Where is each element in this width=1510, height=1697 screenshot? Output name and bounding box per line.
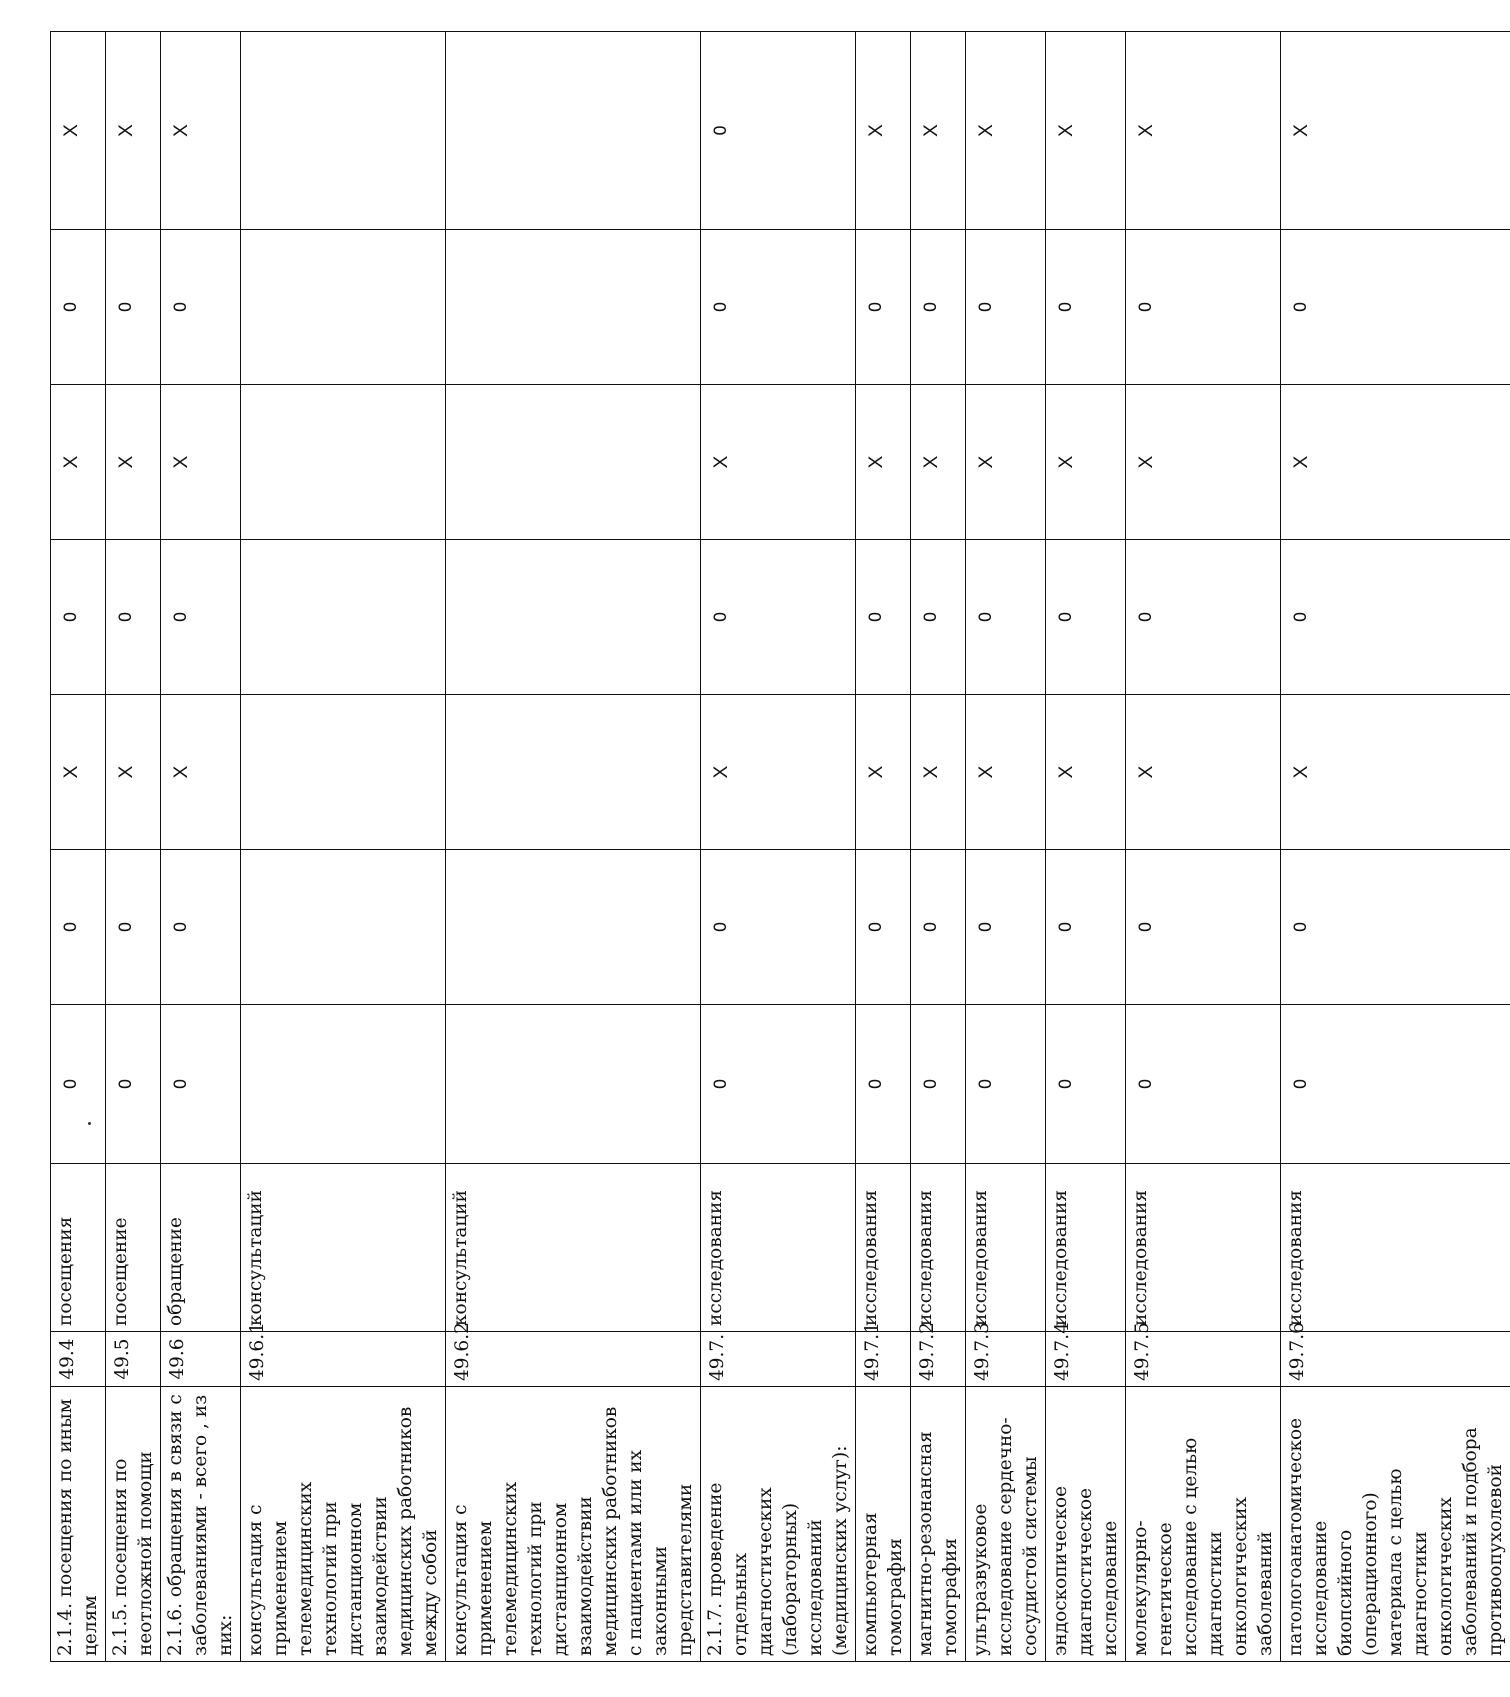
row-value-cell: X [1046,32,1126,230]
row-value-cell: X [1046,385,1126,540]
row-value-cell: 0 [911,540,966,695]
row-value-cell: 0 [106,230,161,385]
row-value-cell: X [1126,385,1281,540]
row-unit-cell: исследования [701,1164,856,1332]
table-row [911,32,966,1662]
scan-speck [88,1122,91,1125]
row-value-cell: 0 [1126,850,1281,1005]
row-value-cell: X [1281,32,1510,230]
row-value-cell: 0 [701,850,856,1005]
row-unit-cell: исследования [856,1164,911,1332]
row-value-cell: 0 [51,1005,106,1164]
row-unit-cell: исследования [966,1164,1046,1332]
table-row [856,32,911,1662]
row-name-cell: 2.1.4. посещения по иным целям [51,1387,106,1662]
row-value-cell: X [966,385,1046,540]
table-row [241,32,446,1662]
row-value-cell: 0 [51,230,106,385]
row-unit-cell: консультаций [241,1164,446,1332]
row-code-cell: 49.7.1 [856,1332,911,1387]
row-value-cell: 0 [701,230,856,385]
row-value-cell: X [51,695,106,850]
row-value-cell: X [966,32,1046,230]
row-value-cell: 0 [1046,540,1126,695]
row-value-cell: X [1126,695,1281,850]
row-value-cell [241,1005,446,1164]
row-value-cell: 0 [1046,850,1126,1005]
row-value-cell: 0 [161,230,241,385]
row-value-cell: 0 [701,32,856,230]
row-code-cell: 49.5 [106,1332,161,1387]
row-value-cell: X [1046,695,1126,850]
row-value-cell: 0 [161,540,241,695]
row-name-cell: магнитно-резонансная томография [911,1387,966,1662]
table-row [701,32,856,1662]
table-row [161,32,241,1662]
row-unit-cell: исследования [911,1164,966,1332]
row-value-cell: 0 [1281,850,1510,1005]
row-value-cell: X [161,32,241,230]
table-row [446,32,701,1662]
row-value-cell: 0 [161,850,241,1005]
row-code-cell: 49.4 [51,1332,106,1387]
row-value-cell: X [51,385,106,540]
row-value-cell [446,695,701,850]
row-value-cell: X [856,695,911,850]
row-value-cell: X [856,385,911,540]
row-code-cell: 49.7.6 [1281,1332,1510,1387]
row-value-cell: X [1281,385,1510,540]
row-value-cell: 0 [966,540,1046,695]
table-row [966,32,1046,1662]
row-value-cell [241,540,446,695]
row-code-cell: 49.7. [701,1332,856,1387]
row-value-cell [446,850,701,1005]
row-unit-cell: посещения [51,1164,106,1332]
row-value-cell: 0 [966,230,1046,385]
row-name-cell: патологоанатомическое исследование биопсийного (операционного) материала с целью диагностики онкологических заболеваний и подбора противоопухолевой [1281,1387,1510,1662]
row-value-cell: X [911,32,966,230]
row-value-cell: 0 [1046,1005,1126,1164]
row-value-cell: X [701,695,856,850]
row-value-cell: X [51,32,106,230]
row-value-cell [241,32,446,230]
row-value-cell: X [161,695,241,850]
row-value-cell: 0 [106,850,161,1005]
row-value-cell: X [701,385,856,540]
row-value-cell: 0 [856,540,911,695]
row-value-cell: 0 [1126,230,1281,385]
rotated-table-container [50,32,1506,1662]
row-value-cell: X [106,32,161,230]
row-value-cell: 0 [701,540,856,695]
row-unit-cell: исследования [1281,1164,1510,1332]
row-value-cell [241,850,446,1005]
row-value-cell: 0 [1046,230,1126,385]
row-value-cell: X [856,32,911,230]
row-value-cell: 0 [51,850,106,1005]
row-name-cell: консультация с применением телемедицинских технологий при дистанционном взаимодействии медицинских работников с пациентами или их законными представителями [446,1387,701,1662]
row-value-cell: X [1126,32,1281,230]
table-row [1281,32,1510,1662]
row-name-cell: эндоскопическое диагностическое исследование [1046,1387,1126,1662]
row-unit-cell: исследования [1126,1164,1281,1332]
row-name-cell: 2.1.6. обращения в связи с заболеваниями - всего , из них: [161,1387,241,1662]
row-value-cell: 0 [966,1005,1046,1164]
row-value-cell: 0 [1281,230,1510,385]
row-value-cell: X [1281,695,1510,850]
row-value-cell [446,385,701,540]
row-code-cell: 49.6.2 [446,1332,701,1387]
row-value-cell: X [966,695,1046,850]
row-value-cell [241,230,446,385]
row-value-cell: 0 [856,1005,911,1164]
row-value-cell: 0 [701,1005,856,1164]
row-value-cell: X [161,385,241,540]
row-value-cell: 0 [1281,1005,1510,1164]
row-code-cell: 49.7.2 [911,1332,966,1387]
row-value-cell: 0 [1126,540,1281,695]
row-value-cell [241,385,446,540]
row-value-cell: 0 [911,1005,966,1164]
row-value-cell: 0 [911,850,966,1005]
table-row [51,32,106,1662]
row-name-cell: ультразвуковое исследование сердечно-сосудистой системы [966,1387,1046,1662]
services-table [50,31,1510,1662]
row-value-cell [241,695,446,850]
row-value-cell: 0 [51,540,106,695]
row-value-cell: 0 [161,1005,241,1164]
row-code-cell: 49.7.5 [1126,1332,1281,1387]
row-code-cell: 49.7.4 [1046,1332,1126,1387]
row-name-cell: 2.1.5. посещения по неотложной помощи [106,1387,161,1662]
row-value-cell: 0 [106,540,161,695]
row-value-cell: 0 [106,1005,161,1164]
row-code-cell: 49.7.3 [966,1332,1046,1387]
row-value-cell: X [106,385,161,540]
row-unit-cell: посещение [106,1164,161,1332]
row-code-cell: 49.6 [161,1332,241,1387]
table-row [1126,32,1281,1662]
row-value-cell: 0 [856,230,911,385]
row-name-cell: молекулярно-генетическое исследование с целью диагностики онкологических заболеваний [1126,1387,1281,1662]
row-unit-cell: исследования [1046,1164,1126,1332]
row-value-cell: X [911,385,966,540]
row-value-cell [446,230,701,385]
row-value-cell: X [106,695,161,850]
row-value-cell: 0 [911,230,966,385]
row-value-cell: 0 [1281,540,1510,695]
row-value-cell: 0 [1126,1005,1281,1164]
table-body [51,32,1510,1662]
row-value-cell [446,1005,701,1164]
table-row [1046,32,1126,1662]
row-value-cell: X [911,695,966,850]
table-row [106,32,161,1662]
row-value-cell [446,540,701,695]
row-unit-cell: консультаций [446,1164,701,1332]
row-value-cell [446,32,701,230]
row-value-cell: 0 [966,850,1046,1005]
row-unit-cell: обращение [161,1164,241,1332]
row-code-cell: 49.6.1 [241,1332,446,1387]
row-name-cell: консультация с применением телемедицинских технологий при дистанционном взаимодействии медицинских работников между собой [241,1387,446,1662]
row-name-cell: компьютерная томография [856,1387,911,1662]
row-value-cell: 0 [856,850,911,1005]
row-name-cell: 2.1.7. проведение отдельных диагностических (лабораторных) исследований (медицинских услуг): [701,1387,856,1662]
